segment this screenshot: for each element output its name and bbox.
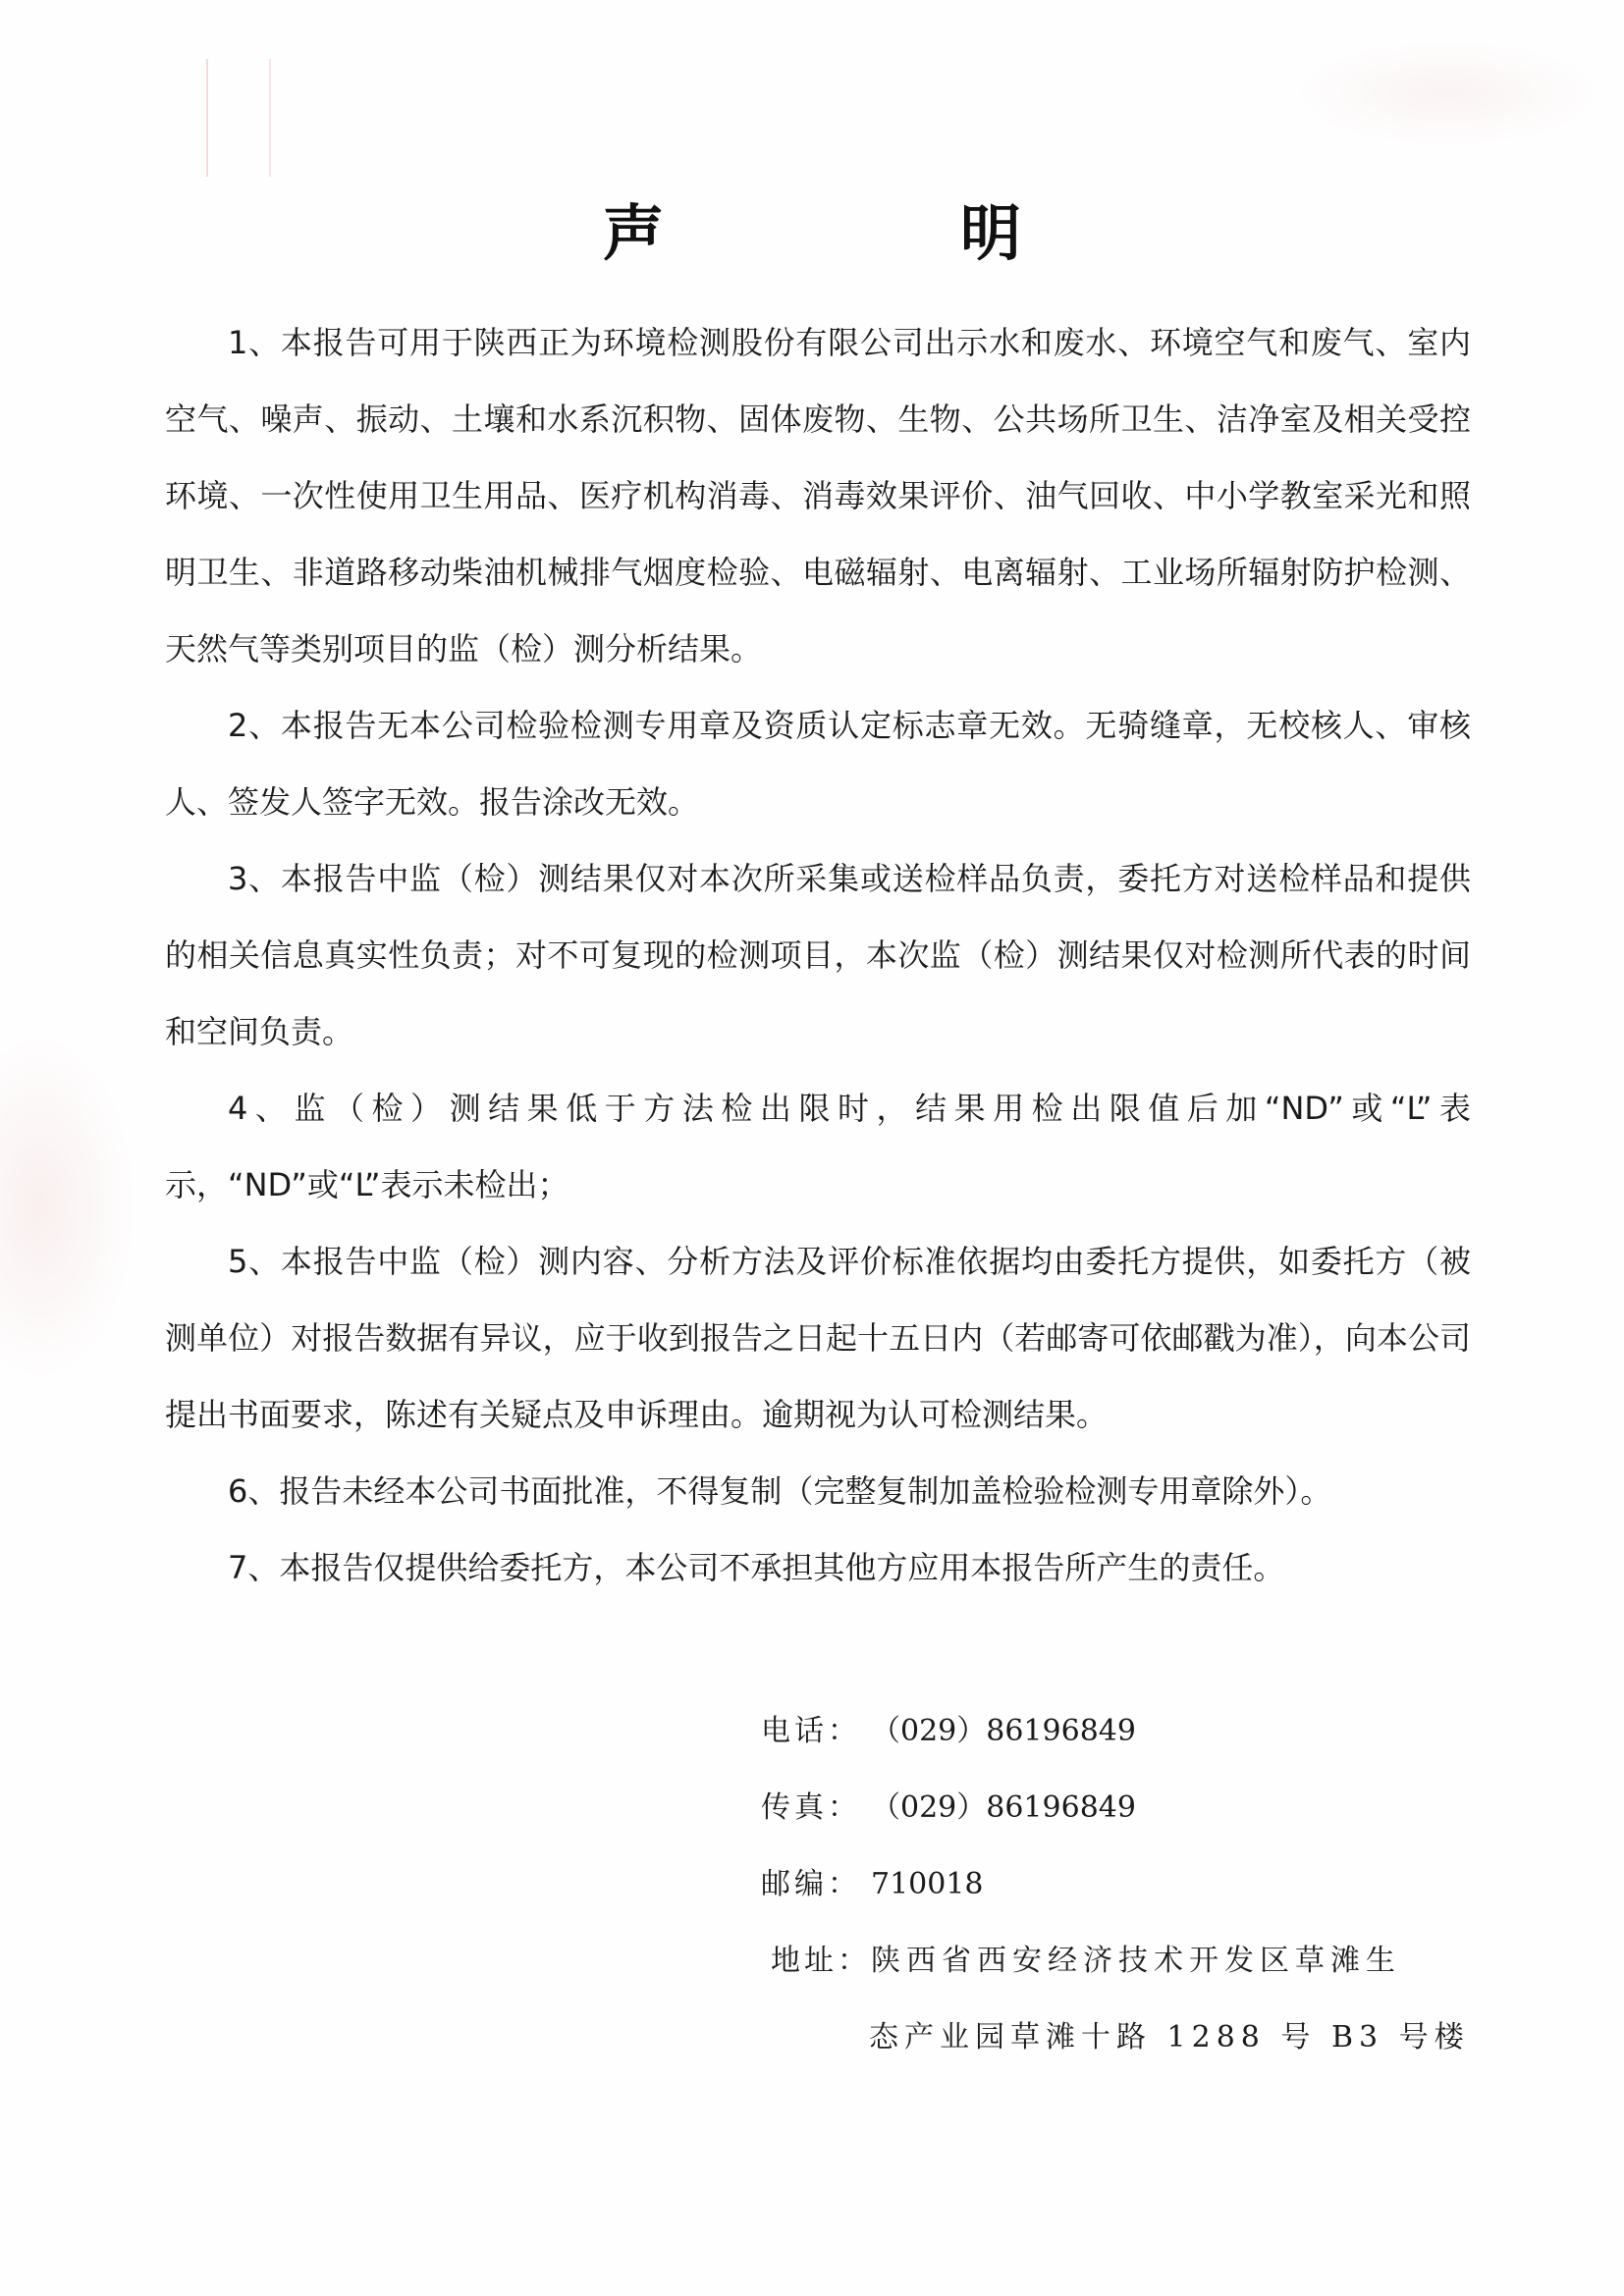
phone-label: 电话： (761, 1714, 861, 1748)
scan-artifact (0, 1031, 137, 1384)
scan-artifact (206, 59, 271, 177)
clause-6: 6、报告未经本公司书面批准，不得复制（完整复制加盖检验检测专用章除外）。 (228, 1472, 1332, 1510)
clause-7: 7、本报告仅提供给委托方，本公司不承担其他方应用本报告所产生的责任。 (228, 1549, 1285, 1586)
address-line-2: 态产业园草滩十路 1288 号 B3 号楼 (869, 2020, 1470, 2055)
address-row (771, 1923, 1470, 2000)
fax-value: （029）86196849 (871, 1790, 1136, 1825)
fax-label: 传真： (761, 1790, 861, 1825)
fax-row (761, 1770, 1470, 1846)
address-label: 地址： (771, 1944, 871, 1978)
clause-3: 3、本报告中监（检）测结果仅对本次所采集或送检样品负责，委托方对送检样品和提供的相关信息真实性负责；对不可复现的检测项目，本次监（检）测结果仅对检测所代表的时间和空间负责。 (165, 860, 1471, 1050)
clause-5: 5、本报告中监（检）测内容、分析方法及评价标准依据均由委托方提供，如委托方（被测单位）对报告数据有异议，应于收到报告之日起十五日内（若邮寄可依邮戳为准），向本公司提出书面要求，陈述有关疑点及申诉理由。逾期视为认可检测结果。 (165, 1243, 1471, 1433)
contact-block (761, 1693, 1470, 2076)
page-title: 声 明 (602, 197, 1139, 269)
clause-4: 4、监（检）测结果低于方法检出限时，结果用检出限值后加“ND”或“L”表示，“ND”或“L”表示未检出； (165, 1090, 1471, 1203)
postcode-label: 邮编： (761, 1867, 861, 1901)
postcode-row (761, 1846, 1470, 1923)
address-continuation-row (761, 2000, 1470, 2076)
scan-artifact (1290, 39, 1604, 147)
clause-1: 1、本报告可用于陕西正为环境检测股份有限公司出示水和废水、环境空气和废气、室内空气、噪声、振动、土壤和水系沉积物、固体废物、生物、公共场所卫生、洁净室及相关受控环境、一次性使用卫生用品、医疗机构消毒、消毒效果评价、油气回收、中小学教室采光和照明卫生、非道路移动柴油机械排气烟度检验、电磁辐射、电离辐射、工业场所辐射防护检测、天然气等类别项目的监（检）测分析结果。 (165, 324, 1471, 667)
clause-2: 2、本报告无本公司检验检测专用章及资质认定标志章无效。无骑缝章，无校核人、审核人、签发人签字无效。报告涂改无效。 (165, 707, 1471, 821)
postcode-value: 710018 (871, 1867, 984, 1901)
clause-list (165, 304, 1471, 1606)
phone-value: （029）86196849 (871, 1714, 1136, 1748)
address-line-1: 陕西省西安经济技术开发区草滩生 (871, 1944, 1401, 1978)
phone-row (761, 1693, 1470, 1770)
